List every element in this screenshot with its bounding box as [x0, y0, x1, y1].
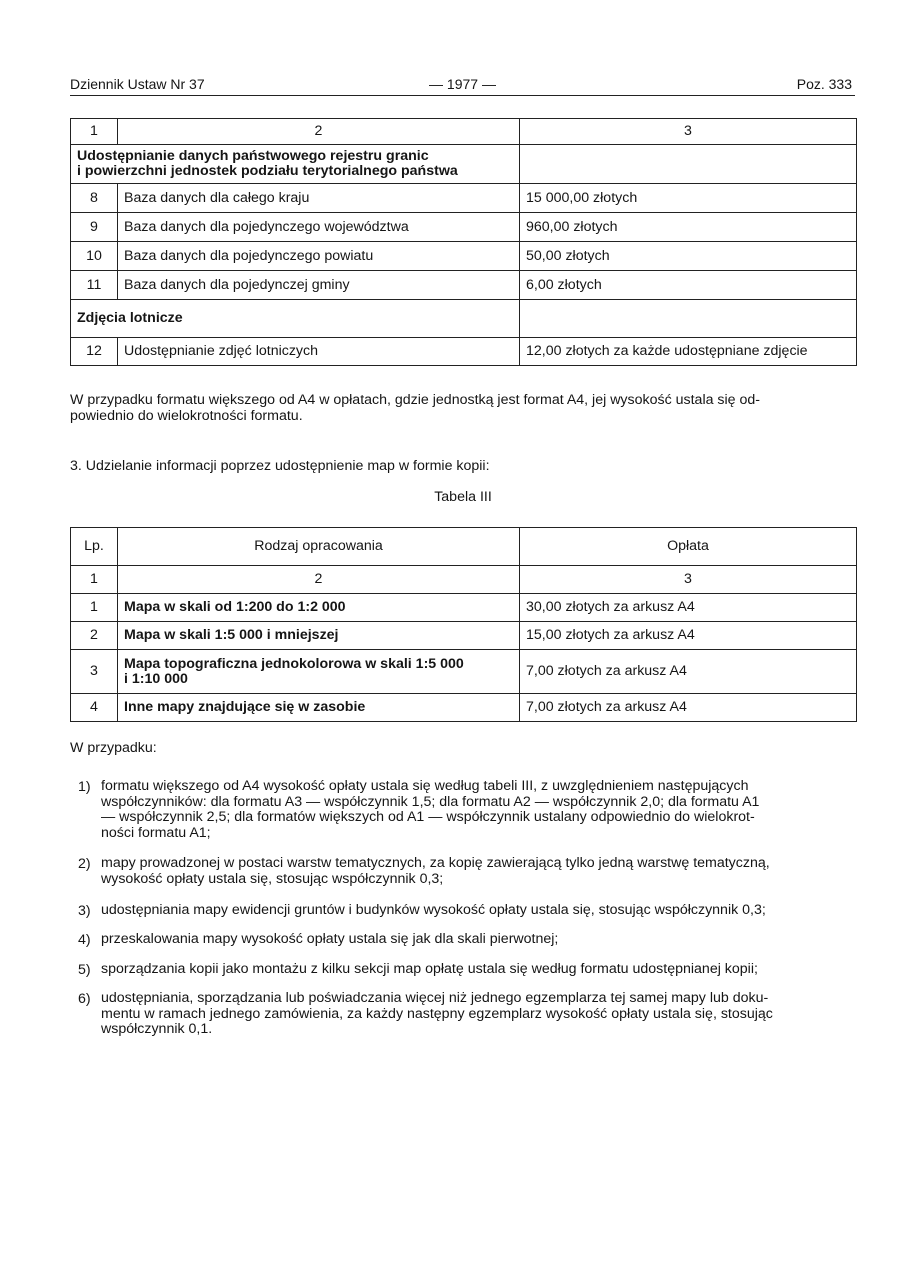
item-text: [101, 932, 858, 948]
table-header-row: [71, 528, 857, 566]
table-row: [71, 242, 857, 271]
table-row: [71, 694, 857, 722]
list-item: [78, 903, 858, 919]
item-number: 1): [78, 779, 91, 795]
row-fee: 7,00 złotych za arkusz A4: [520, 650, 857, 694]
list-item: [78, 856, 858, 887]
text-line: — współczynnik 2,5; dla formatów większych od A1 — współczynnik ustalany odpowiednio do wielokrot-: [101, 809, 755, 825]
table-row: [71, 622, 857, 650]
item-text: [101, 962, 858, 978]
row-fee: 960,00 złotych: [520, 213, 857, 242]
row-fee: 7,00 złotych za arkusz A4: [520, 694, 857, 722]
row-number: 12: [71, 338, 118, 366]
row-number: 11: [71, 271, 118, 300]
row-name: Baza danych dla pojedynczego powiatu: [118, 242, 520, 271]
text-line: udostępniania, sporządzania lub poświadczania więcej niż jednego egzemplarza tej samej mapy lub doku-: [101, 990, 769, 1006]
row-fee: 15,00 złotych za arkusz A4: [520, 622, 857, 650]
section-row: [71, 145, 857, 184]
list-item: [78, 779, 858, 841]
column-number: 3: [520, 119, 857, 145]
notes-intro: W przypadku:: [70, 740, 157, 756]
column-number: 1: [71, 566, 118, 594]
item-number: 3): [78, 903, 91, 919]
maps-fee-table: [70, 527, 857, 722]
row-fee: 15 000,00 złotych: [520, 184, 857, 213]
column-header-type: Rodzaj opracowania: [118, 528, 520, 566]
table-header-row: [71, 119, 857, 145]
table-row: [71, 213, 857, 242]
row-number: 9: [71, 213, 118, 242]
paragraph-line: powiednio do wielokrotności formatu.: [70, 408, 303, 424]
list-item: [78, 991, 858, 1038]
row-name: Baza danych dla całego kraju: [118, 184, 520, 213]
position-number: Poz. 333: [796, 76, 852, 92]
section-title: [71, 145, 520, 184]
column-number: 2: [118, 566, 520, 594]
row-name: Baza danych dla pojedynczego województwa: [118, 213, 520, 242]
text-line: przeskalowania mapy wysokość opłaty ustala się jak dla skali pierwotnej;: [101, 931, 559, 947]
section-title-line: Udostępnianie danych państwowego rejestru granic: [77, 148, 429, 164]
item-text: [101, 779, 858, 841]
table-row: [71, 184, 857, 213]
item-text: [101, 856, 858, 887]
row-name: Inne mapy znajdujące się w zasobie: [118, 694, 520, 722]
table-row: [71, 594, 857, 622]
section-title: Zdjęcia lotnicze: [71, 300, 520, 338]
item-number: 2): [78, 856, 91, 872]
a4-format-paragraph: [70, 392, 860, 424]
page-header: [70, 75, 855, 96]
text-line: współczynnik 0,1.: [101, 1021, 213, 1037]
item-number: 6): [78, 991, 91, 1007]
column-numbers-row: [71, 566, 857, 594]
row-number: 8: [71, 184, 118, 213]
text-line: wysokość opłaty ustala się, stosując współczynnik 0,3;: [101, 870, 444, 887]
item-number: 4): [78, 932, 91, 948]
row-number: 2: [71, 622, 118, 650]
item-number: 5): [78, 962, 91, 978]
row-name-line: Mapa topograficzna jednokolorowa w skali 1:5 000: [124, 655, 464, 672]
fees-table-continued: [70, 118, 857, 366]
row-number: 1: [71, 594, 118, 622]
section-title-line: i powierzchni jednostek podziału terytorialnego państwa: [77, 163, 458, 179]
table-row: [71, 271, 857, 300]
row-name: Mapa w skali od 1:200 do 1:2 000: [118, 594, 520, 622]
section-3-heading: 3. Udzielanie informacji poprzez udostępnienie map w formie kopii:: [70, 458, 490, 474]
empty-cell: [520, 145, 857, 184]
row-name: Mapa w skali 1:5 000 i mniejszej: [118, 622, 520, 650]
column-number: 2: [118, 119, 520, 145]
list-item: [78, 962, 858, 978]
item-text: [101, 991, 858, 1038]
row-number: 10: [71, 242, 118, 271]
column-header-lp: Lp.: [71, 528, 118, 566]
list-item: [78, 932, 858, 948]
text-line: sporządzania kopii jako montażu z kilku sekcji map opłatę ustala się według formatu udostępnianej kopii;: [101, 961, 758, 977]
table-row: [71, 338, 857, 366]
row-number: 3: [71, 650, 118, 694]
table-title: Tabela III: [434, 489, 492, 505]
column-header-fee: Opłata: [520, 528, 857, 566]
text-line: ności formatu A1;: [101, 824, 211, 841]
row-name: Udostępnianie zdjęć lotniczych: [118, 338, 520, 366]
row-fee: 6,00 złotych: [520, 271, 857, 300]
row-name: Baza danych dla pojedynczej gminy: [118, 271, 520, 300]
row-fee: 12,00 złotych za każde udostępniane zdjęcie: [520, 338, 857, 366]
row-name: [118, 650, 520, 694]
text-line: udostępniania mapy ewidencji gruntów i budynków wysokość opłaty ustala się, stosując współczynnik 0,3;: [101, 902, 766, 918]
row-fee: 30,00 złotych za arkusz A4: [520, 594, 857, 622]
table-row: [71, 650, 857, 694]
page-number: — 1977 —: [429, 76, 496, 92]
row-name-line: i 1:10 000: [124, 670, 188, 687]
column-number: 1: [71, 119, 118, 145]
journal-title: Dziennik Ustaw Nr 37: [70, 76, 205, 92]
text-line: współczynników: dla formatu A3 — współczynnik 1,5; dla formatu A2 — współczynnik 2,0; dla formatu A1: [101, 793, 760, 810]
text-line: formatu większego od A4 wysokość opłaty ustala się według tabeli III, z uwzględnieniem następujących: [101, 778, 749, 794]
column-number: 3: [520, 566, 857, 594]
text-line: mapy prowadzonej w postaci warstw tematycznych, za kopię zawierającą tylko jedną warstwę tematyczną,: [101, 855, 770, 871]
section-row: [71, 300, 857, 338]
empty-cell: [520, 300, 857, 338]
paragraph-line: W przypadku formatu większego od A4 w opłatach, gdzie jednostką jest format A4, jej wysokość ustala się od-: [70, 392, 761, 408]
row-number: 4: [71, 694, 118, 722]
row-fee: 50,00 złotych: [520, 242, 857, 271]
text-line: mentu w ramach jednego zamówienia, za każdy następny egzemplarz wysokość opłaty ustala się, stosując: [101, 1005, 773, 1022]
item-text: [101, 903, 858, 919]
